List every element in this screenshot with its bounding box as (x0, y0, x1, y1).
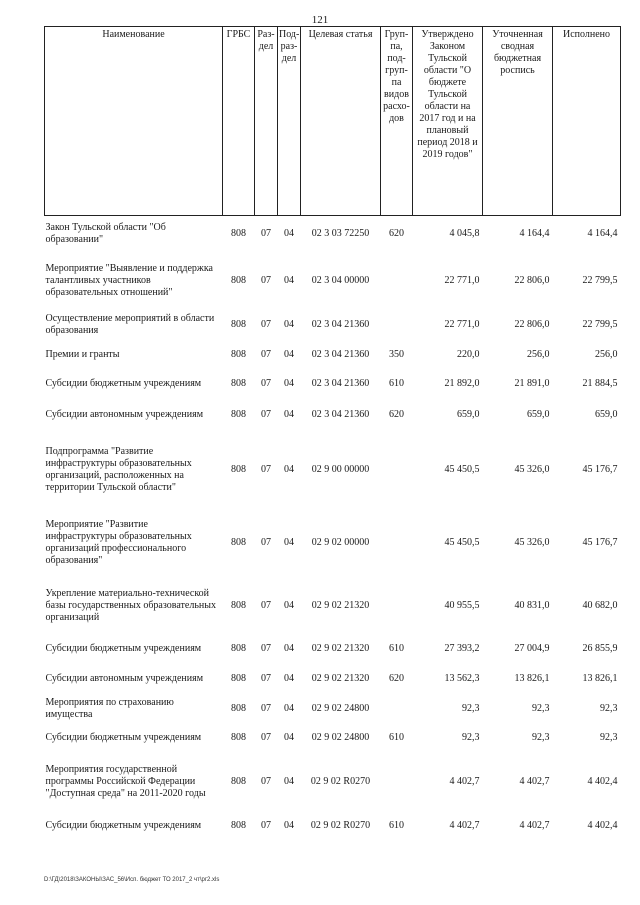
row-target: 02 9 02 R0270 (310, 819, 371, 831)
header-group: Груп-па, под-груп-па видов расхо-дов (381, 27, 413, 216)
row-executed: 92,3 (600, 702, 618, 714)
row-target: 02 3 03 72250 (311, 227, 370, 239)
header-target: Целевая статья (301, 27, 381, 216)
row-name: Субсидии бюджетным учреждениям (45, 377, 202, 389)
table-row (45, 508, 621, 578)
row-executed: 45 176,7 (582, 463, 618, 475)
row-executed: 659,0 (595, 408, 618, 420)
row-refined: 4 164,4 (519, 227, 550, 239)
row-target: 02 3 04 00000 (311, 274, 370, 286)
row-name: Субсидии бюджетным учреждениям (45, 819, 202, 831)
row-approved: 40 955,5 (444, 599, 480, 611)
row-executed: 4 164,4 (587, 227, 618, 239)
table-header (45, 27, 621, 216)
header-podrazdel: Под-раз-дел (278, 27, 301, 216)
row-razdel: 07 (261, 348, 271, 360)
row-target: 02 9 02 R0270 (310, 775, 371, 787)
row-podrazdel: 04 (284, 377, 294, 389)
row-razdel: 07 (261, 463, 271, 475)
row-executed: 13 826,1 (582, 672, 618, 684)
row-target: 02 9 02 21320 (311, 642, 370, 654)
table-row (45, 432, 621, 508)
row-grbs: 808 (231, 377, 246, 389)
row-target: 02 9 00 00000 (311, 463, 370, 475)
row-podrazdel: 04 (284, 775, 294, 787)
row-group (381, 252, 413, 310)
row-grbs: 808 (231, 819, 246, 831)
row-podrazdel: 04 (284, 348, 294, 360)
row-razdel: 07 (261, 318, 271, 330)
row-podrazdel: 04 (284, 731, 294, 743)
row-group: 610 (389, 819, 404, 831)
row-target: 02 9 02 24800 (311, 731, 370, 743)
row-podrazdel: 04 (284, 642, 294, 654)
row-approved: 45 450,5 (444, 463, 480, 475)
table-row (45, 664, 621, 694)
row-podrazdel: 04 (284, 599, 294, 611)
row-target: 02 9 02 00000 (311, 536, 370, 548)
budget-table (44, 26, 621, 840)
row-refined: 4 402,7 (519, 819, 550, 831)
table-row (45, 340, 621, 370)
row-grbs: 808 (231, 702, 246, 714)
row-group (381, 432, 413, 508)
footer-file-path: D:\ГД\2018\ЗАКОНЫ\ЗАС_56\Исп. бюджет ТО 2017_2 чт\рг2.xls (44, 877, 220, 883)
table-row (45, 310, 621, 340)
row-podrazdel: 04 (284, 274, 294, 286)
row-approved: 4 045,8 (449, 227, 480, 239)
row-refined: 22 806,0 (514, 274, 550, 286)
row-approved: 92,3 (462, 731, 480, 743)
row-grbs: 808 (231, 599, 246, 611)
row-name: Субсидии бюджетным учреждениям (45, 642, 202, 654)
row-group (381, 508, 413, 578)
row-razdel: 07 (261, 599, 271, 611)
row-refined: 4 402,7 (519, 775, 550, 787)
row-refined: 22 806,0 (514, 318, 550, 330)
row-name: Мероприятие "Выявление и поддержка талантливых участников образовательных отношений" (45, 262, 213, 298)
row-group: 610 (389, 731, 404, 743)
row-approved: 4 402,7 (449, 775, 480, 787)
row-refined: 45 326,0 (514, 463, 550, 475)
table-row (45, 694, 621, 724)
row-target: 02 9 02 21320 (311, 672, 370, 684)
header-razdel: Раз-дел (255, 27, 278, 216)
row-refined: 92,3 (532, 702, 550, 714)
row-podrazdel: 04 (284, 702, 294, 714)
row-executed: 22 799,5 (582, 274, 618, 286)
row-grbs: 808 (231, 536, 246, 548)
row-podrazdel: 04 (284, 463, 294, 475)
row-razdel: 07 (261, 642, 271, 654)
row-group: 620 (389, 672, 404, 684)
row-approved: 92,3 (462, 702, 480, 714)
row-group: 610 (389, 642, 404, 654)
row-target: 02 3 04 21360 (311, 377, 370, 389)
row-target: 02 9 02 24800 (311, 702, 370, 714)
row-podrazdel: 04 (284, 318, 294, 330)
row-razdel: 07 (261, 536, 271, 548)
header-name: Наименование (45, 27, 223, 216)
row-name: Подпрограмма "Развитие инфраструктуры образовательных организаций, расположенных на территории Тульской области" (45, 445, 192, 493)
row-razdel: 07 (261, 227, 271, 239)
row-group (381, 752, 413, 812)
row-name: Субсидии автономным учреждениям (45, 408, 204, 420)
table-row (45, 398, 621, 432)
row-refined: 21 891,0 (514, 377, 550, 389)
row-target: 02 3 04 21360 (311, 318, 370, 330)
row-podrazdel: 04 (284, 536, 294, 548)
row-approved: 4 402,7 (449, 819, 480, 831)
table-body (45, 216, 621, 840)
table-row (45, 634, 621, 664)
row-executed: 45 176,7 (582, 536, 618, 548)
row-razdel: 07 (261, 274, 271, 286)
row-razdel: 07 (261, 408, 271, 420)
page-number: 121 (311, 14, 329, 26)
row-grbs: 808 (231, 731, 246, 743)
row-refined: 256,0 (527, 348, 550, 360)
header-approved: Утверждено Законом Тульской области "О бюджете Тульской области на 2017 год и на плановый период 2018 и 2019 годов" (413, 27, 483, 216)
row-razdel: 07 (261, 702, 271, 714)
row-target: 02 3 04 21360 (311, 408, 370, 420)
row-razdel: 07 (261, 377, 271, 389)
row-refined: 27 004,9 (514, 642, 550, 654)
row-name: Премии и гранты (45, 348, 120, 360)
row-name: Субсидии бюджетным учреждениям (45, 731, 202, 743)
row-group: 620 (389, 408, 404, 420)
row-podrazdel: 04 (284, 227, 294, 239)
row-refined: 659,0 (527, 408, 550, 420)
row-executed: 4 402,4 (587, 819, 618, 831)
row-refined: 40 831,0 (514, 599, 550, 611)
row-executed: 26 855,9 (582, 642, 618, 654)
row-grbs: 808 (231, 642, 246, 654)
row-group: 350 (389, 348, 404, 360)
row-executed: 4 402,4 (587, 775, 618, 787)
row-refined: 92,3 (532, 731, 550, 743)
header-refined: Уточненная сводная бюджетная роспись (483, 27, 553, 216)
row-podrazdel: 04 (284, 408, 294, 420)
row-target: 02 3 04 21360 (311, 348, 370, 360)
row-grbs: 808 (231, 227, 246, 239)
row-grbs: 808 (231, 348, 246, 360)
row-grbs: 808 (231, 672, 246, 684)
row-approved: 659,0 (457, 408, 480, 420)
row-approved: 22 771,0 (444, 274, 480, 286)
row-group (381, 310, 413, 340)
row-executed: 40 682,0 (582, 599, 618, 611)
row-razdel: 07 (261, 731, 271, 743)
row-podrazdel: 04 (284, 672, 294, 684)
row-razdel: 07 (261, 819, 271, 831)
table-row (45, 578, 621, 634)
row-name: Закон Тульской области "Об образовании" (45, 221, 166, 245)
row-refined: 13 826,1 (514, 672, 550, 684)
row-approved: 22 771,0 (444, 318, 480, 330)
header-grbs: ГРБС (223, 27, 255, 216)
table-row (45, 216, 621, 252)
row-grbs: 808 (231, 274, 246, 286)
row-target: 02 9 02 21320 (311, 599, 370, 611)
row-group: 620 (389, 227, 404, 239)
row-executed: 22 799,5 (582, 318, 618, 330)
row-grbs: 808 (231, 408, 246, 420)
row-name: Укрепление материально-технической базы государственных образовательных организаций (45, 587, 216, 623)
row-executed: 256,0 (595, 348, 618, 360)
table-row (45, 370, 621, 398)
table-row (45, 252, 621, 310)
row-refined: 45 326,0 (514, 536, 550, 548)
row-executed: 21 884,5 (582, 377, 618, 389)
row-group (381, 694, 413, 724)
table-row (45, 752, 621, 812)
row-name: Мероприятия по страхованию имущества (45, 696, 174, 720)
row-razdel: 07 (261, 775, 271, 787)
row-grbs: 808 (231, 775, 246, 787)
header-executed: Исполнено (553, 27, 621, 216)
row-name: Осуществление мероприятий в области образования (45, 312, 215, 336)
row-group: 610 (389, 377, 404, 389)
row-executed: 92,3 (600, 731, 618, 743)
table-row (45, 812, 621, 840)
row-approved: 13 562,3 (444, 672, 480, 684)
row-approved: 45 450,5 (444, 536, 480, 548)
row-approved: 21 892,0 (444, 377, 480, 389)
row-name: Мероприятие "Развитие инфраструктуры образовательных организаций профессионального образования" (45, 518, 192, 566)
row-approved: 220,0 (457, 348, 480, 360)
row-group (381, 578, 413, 634)
row-name: Мероприятия государственной программы Российской Федерации "Доступная среда" на 2011-2020 годы (45, 763, 206, 799)
row-grbs: 808 (231, 463, 246, 475)
row-podrazdel: 04 (284, 819, 294, 831)
row-grbs: 808 (231, 318, 246, 330)
row-razdel: 07 (261, 672, 271, 684)
row-approved: 27 393,2 (444, 642, 480, 654)
table-row (45, 724, 621, 752)
row-name: Субсидии автономным учреждениям (45, 672, 204, 684)
